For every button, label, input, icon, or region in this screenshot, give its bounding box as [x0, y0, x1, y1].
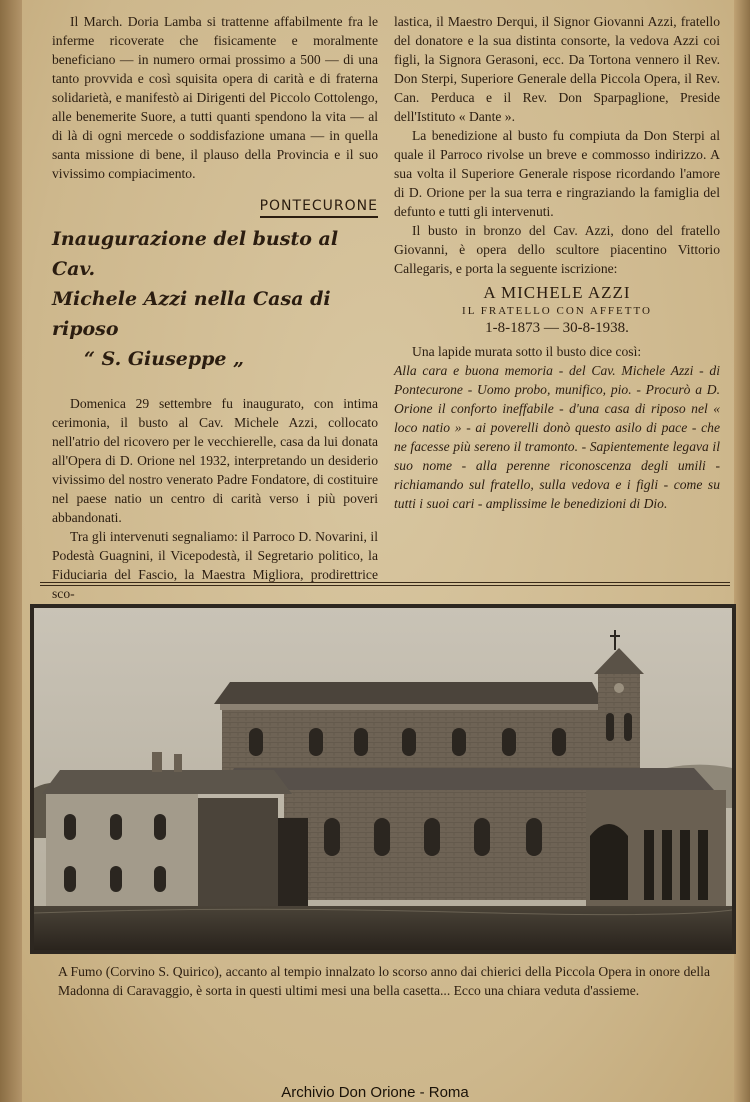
section-divider: [40, 582, 730, 586]
page-right-edge: [734, 0, 750, 1102]
article-paragraph: Il busto in bronzo del Cav. Azzi, dono del fratello Giovanni, è opera dello scultore piacentino Vittorio Callegaris, e porta la seguente iscrizione:: [394, 223, 720, 276]
headline-line-1: Inaugurazione del busto al Cav.: [52, 228, 339, 280]
article-paragraph: Tra gli intervenuti segnaliamo: il Parroco D. Novarini, il Podestà Guagnini, il Vicepodestà, il Segretario politico, la Fiduciaria del Fascio, la Maestra Migliora, prodirettrice sco-: [52, 529, 378, 601]
headline-line-2: Michele Azzi nella Casa di riposo: [52, 288, 331, 340]
photo-frame: [30, 604, 736, 954]
right-column: [394, 12, 720, 513]
epitaph-text: Alla cara e buona memoria - del Cav. Michele Azzi - di Pontecurone - Uomo probo, munifico, pio. - Procurò a D. Orione il conforto ineffabile - d'una casa di riposo nel « loco natio » - ai poverelli donò questo asilo di pace - che ne facesse più sereno il tramonto. - Sapientemente legava il suo nome - alla perenne riconoscenza degli umili - richiamando sul fratello, sulla vedova e i figli - come su tutti i suoi cari - amplissime le benedizioni di Dio.: [394, 363, 720, 511]
archive-watermark: Archivio Don Orione - Roma: [281, 1084, 469, 1101]
church-cornice: [220, 704, 600, 710]
section-tag: [52, 197, 378, 216]
headline-line-3: “ S. Giuseppe „: [84, 348, 245, 370]
dark-tree: [278, 818, 308, 908]
portico-arch: [590, 824, 628, 900]
intro-paragraph: Il March. Doria Lamba si trattenne affabilmente fra le inferme ricoverate che fisicamente e moralmente beneficiano — in numero ormai prossimo a 500 — di una tanto provvida e così squisita opera di carità e di fraterna solidarietà, e manifestò ai Dirigenti del Piccolo Cottolengo, alle benemerite Suore, a tutti quanti spendono la vita — al di là di ogni mercede o soddisfazione umana — in quella santa missione di bene, il plauso della Provincia e il suo vivissimo compiacimento.: [52, 14, 378, 181]
page-binding-edge: [0, 0, 22, 1102]
photo-caption: A Fumo (Corvino S. Quirico), accanto al tempio innalzato lo scorso anno dai chierici della Piccola Opera in onore della Madonna di Caravaggio, è sorta in questi ultimi mesi una bella casetta... Ecco una chiara veduta d'assieme.: [58, 964, 710, 998]
house-roof: [42, 770, 292, 794]
article-paragraph: La benedizione al busto fu compiuta da Don Sterpi al quale il Parroco rivolse un breve e commosso indirizzo. A sua volta il Superiore Generale rispose ricordando l'amore di D. Orione per la sua terra e ringraziando la famiglia del defunto e tutti gli intervenuti.: [394, 128, 720, 219]
building-photo: [34, 608, 732, 950]
house-side-wall: [198, 798, 278, 914]
left-column: [52, 12, 378, 603]
house-wall: [46, 794, 198, 914]
lawn: [34, 906, 732, 950]
inscription-subtitle: IL FRATELLO CON AFFETTO: [462, 305, 652, 317]
article-headline: [52, 224, 378, 374]
article-paragraph: Una lapide murata sotto il busto dice così:: [412, 344, 642, 359]
article-continuation: lastica, il Maestro Derqui, il Signor Giovanni Azzi, fratello del donatore e la sua distinta consorte, la vedova Azzi coi figli, la Signora Gerasoni, ecc. Da Tortona vennero il Rev. Don Sterpi, Superiore Generale della Piccola Opera, il Rev. Can. Perduca e il Rev. Don Sparpaglione, Preside dell'Istituto « Dante ».: [394, 14, 720, 124]
house-chimney: [152, 752, 162, 772]
article-paragraph: Domenica 29 settembre fu inaugurato, con intima cerimonia, il busto al Cav. Michele Azzi, collocato nell'atrio del ricovero per le vecchierelle, casa da lui donata all'Opera di D. Orione nel 1932, interpretando un desiderio vivissimo del nostro venerato Padre Fondatore, di costituire nel paese natio un centro di carità verso i più poveri abbandonati.: [52, 396, 378, 525]
church-upper-roof: [214, 682, 604, 704]
inscription-dates: 1-8-1873 — 30-8-1938.: [485, 320, 629, 336]
tower-clock: [614, 683, 624, 693]
section-tag-label: PONTECURONE: [260, 198, 378, 218]
church-lower-roof: [224, 768, 714, 790]
inscription-name: A MICHELE AZZI: [483, 283, 631, 302]
bust-inscription: [394, 282, 720, 338]
